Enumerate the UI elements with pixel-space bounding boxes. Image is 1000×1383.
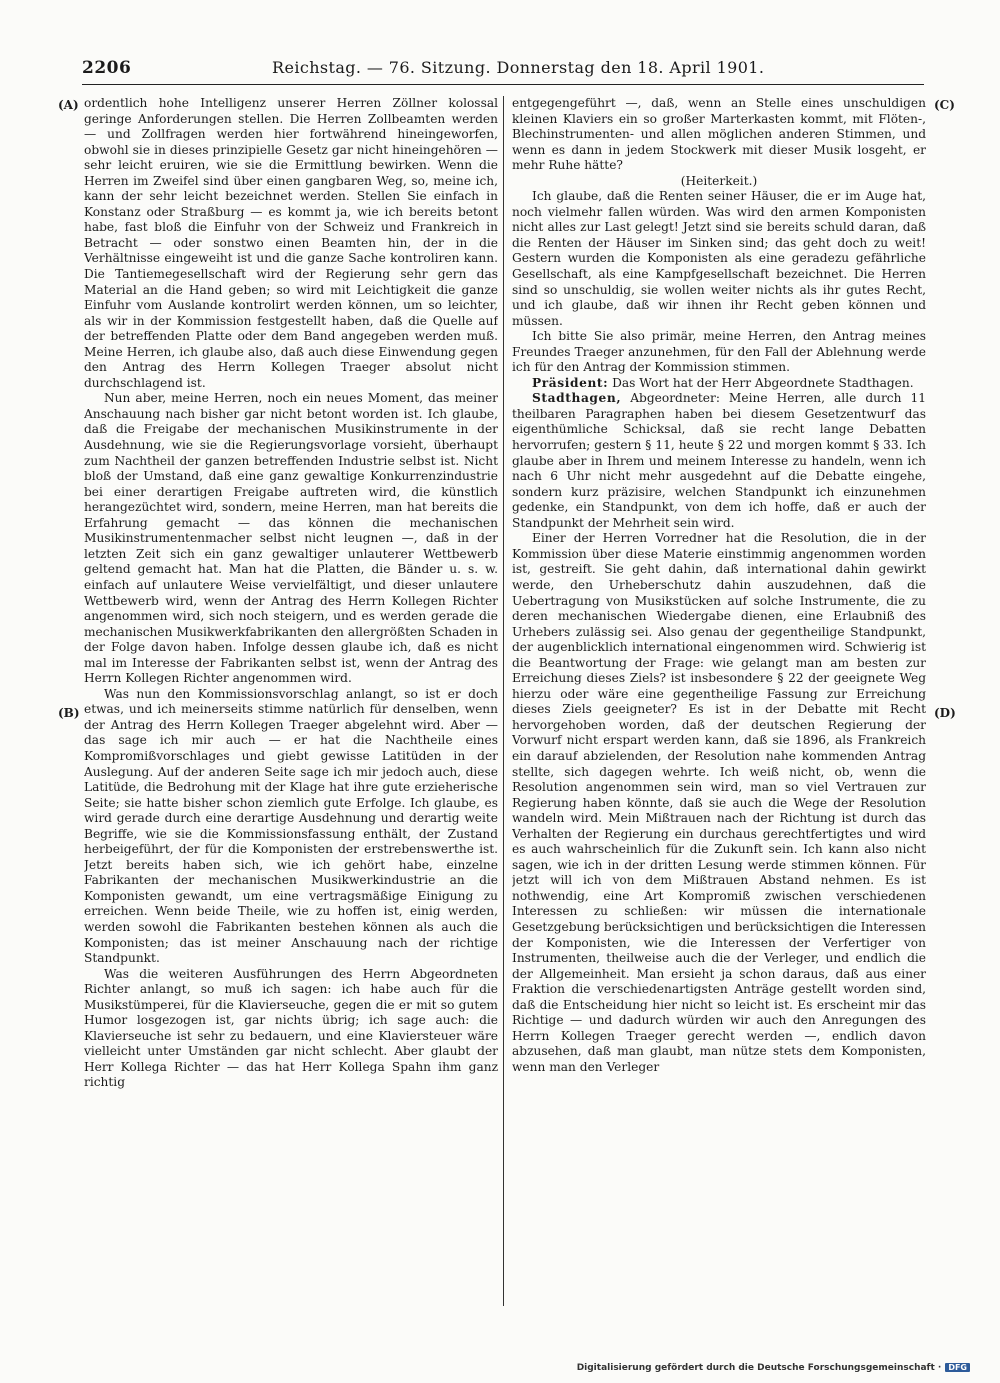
president-text: Das Wort hat der Herr Abgeordnete Stadthagen. (612, 375, 914, 390)
interjection: (Heiterkeit.) (680, 173, 758, 188)
margin-marker-b: (B) (58, 706, 80, 720)
column-divider (503, 96, 504, 1306)
paragraph: Was nun den Kommissionsvorschlag anlangt, so ist er doch etwas, und ich meinerseits stimme natürlich für denselben, wenn der Antrag des Herrn Kollegen Traeger abgelehnt wird. Aber — das sage ich mir auch — er hat die Nachtheile eines Kompromißvorschlages und giebt gewisse Latitüden in der Auslegung. Auf der anderen Seite sage ich mir jedoch auch, diese Latitüde, die Bedrohung mit der Klage hat ihre gute erzieherische Seite; sie hatte bisher schon ziemlich gute Erfolge. Ich glaube, es wird gerade durch eine derartige Ausdehnung und derartig weite Begriffe, wie sie die Kommissionsfassung enthält, der Zustand herbeigeführt, der für die Komponisten der erstrebenswerthe ist. Jetzt bereits haben sich, wie ich gehört habe, einzelne Fabrikanten der mechanischen Musikwerkindustrie an die Komponisten gewandt, um eine vertragsmäßige Einigung zu erreichen. Wenn beide Theile, wie zu hoffen ist, einig werden, werden sowohl die Fabrikanten bestehen können als auch die Komponisten; das ist meiner Anschauung nach der richtige Standpunkt. (84, 686, 498, 966)
paragraph: Ich bitte Sie also primär, meine Herren, den Antrag meines Freundes Traeger anzunehmen, für den Fall der Ablehnung werde ich für den Antrag der Kommission stimmen. (512, 329, 926, 375)
speaker-text: Abgeordneter: Meine Herren, alle durch 11 theilbaren Paragraphen haben bei diesem Gesetzentwurf das eigenthümliche Schicksal, daß sie recht lange Debatten hervorrufen; gestern § 11, heute § 22 und morgen kommt § 33. Ich glaube aber in Ihrem und meinem Interesse zu handeln, wenn ich nach 6 Uhr nicht mehr ausgedehnt auf die Debatte eingehe, sondern kurz präzisire, welchen Standpunkt ich einzunehmen gedenke, ein Standpunkt, von dem ich hoffe, daß er auch der Standpunkt der Mehrheit sein wird. (512, 391, 926, 530)
margin-marker-a: (A) (58, 98, 79, 112)
page-number: 2206 (82, 58, 132, 78)
page-header (82, 58, 924, 85)
speaker-statement (512, 391, 926, 531)
dfg-logo: DFG (945, 1363, 970, 1372)
paragraph: Was die weiteren Ausführungen des Herrn Abgeordneten Richter anlangt, so muß ich sagen: ich habe auch für die Musikstümperei, für die Klavierseuche, gegen die er mit so gutem Humor losgezogen ist, gar nichts übrig; ich sage auch: die Klavierseuche ist sehr zu bedauern, und eine Klaviersteuer wäre vielleicht unter Umständen gar nicht schlecht. Aber glaubt der Herr Kollega Richter — das hat Herr Kollega Spahn ihm ganz richtig (84, 966, 498, 1090)
right-column (512, 96, 926, 1306)
speaker-label-president: Präsident: (532, 375, 609, 390)
paragraph: Nun aber, meine Herren, noch ein neues Moment, das meiner Anschauung nach bisher gar nicht betont worden ist. Ich glaube, daß die Freigabe der mechanischen Musikinstrumente in der Ausdehnung, wie sie die Regierungsvorlage vorsieht, überhaupt zum Nachtheil der ganzen betreffenden Industrie selbst ist. Nicht bloß der Umstand, daß eine ganz gewaltige Konkurrenzindustrie bei einer derartigen Freigabe auftreten wird, die künstlich herangezüchtet wird, sondern, meine Herren, man hat bereits die Erfahrung gemacht — das können die mechanischen Musikinstrumentenmacher selbst nicht leugnen —, daß in der letzten Zeit sich ein ganz gewaltiger unlauterer Wettbewerb geltend gemacht hat. Man hat die Platten, die Bänder u. s. w. einfach auf unlautere Weise vervielfältigt, und dieser unlautere Wettbewerb wird, wenn der Antrag des Herrn Kollegen Richter angenommen wird, sich noch steigern, und es werden gerade die mechanischen Musikwerkfabrikanten den allergrößten Schaden in der Folge davon haben. Infolge dessen glaube ich, daß es nicht mal im Interesse der Fabrikanten selbst ist, wenn der Antrag des Herrn Kollegen Richter angenommen wird. (84, 391, 498, 686)
paragraph: entgegengeführt —, daß, wenn an Stelle eines unschuldigen kleinen Klaviers ein so großer Marterkasten kommt, mit Flöten-, Blechinstrumenten- und allen möglichen anderen Stimmen, und wenn es dann in jedem Stockwerk mit dieser Musik losgeht, er mehr Ruhe hätte? (512, 96, 926, 173)
left-column (84, 96, 498, 1306)
paragraph: ordentlich hohe Intelligenz unserer Herren Zöllner kolossal geringe Anforderungen stellen. Die Herren Zollbeamten werden — und Zollfragen werden hier fortwährend hineingeworfen, obwohl sie in dieses prinzipielle Gesetz gar nicht hineingehören — sehr leicht eruiren, wie sie die Ermittlung bewirken. Wenn die Herren im Zweifel sind über einen gangbaren Weg, so, meine ich, kann der sehr leicht bezeichnet werden. Stellen Sie einfach in Konstanz oder Straßburg — es kommt ja, wie ich bereits betont habe, fast bloß die Einfuhr von der Schweiz und Frankreich in Betracht — oder sonstwo einen Beamten hin, der in die Verhältnisse eingeweiht ist und die ganze Sache kontroliren kann. Die Tantiemegesellschaft wird der Regierung sehr gern das Material an die Hand geben; so wird mit Leichtigkeit die ganze Einfuhr vom Auslande kontrolirt werden können, um so leichter, als wir in der Kommission festgestellt haben, daß die Quelle auf der betreffenden Platte oder dem Band angegeben werden muß. Meine Herren, ich glaube also, daß auch diese Einwendung gegen den Antrag des Herrn Kollegen Traeger absolut nicht durchschlagend ist. (84, 96, 498, 390)
margin-marker-c: (C) (934, 98, 955, 112)
speaker-label-stadthagen: Stadthagen, (532, 391, 622, 406)
paragraph: Ich glaube, daß die Renten seiner Häuser, die er im Auge hat, noch vielmehr fallen würden. Was wird den armen Komponisten nicht alles zur Last gelegt! Jetzt sind sie bereits schuld daran, daß die Renten der Häuser im Sinken sind; das geht doch zu weit! Gestern wurden die Komponisten als eine geradezu gefährliche Gesellschaft, als eine Kampfgesellschaft bezeichnet. Die Herren sind so unschuldig, sie wollen weiter nichts als ihr gutes Recht, und ich glaube, daß wir ihnen ihr Recht geben können und müssen. (512, 189, 926, 328)
footer-text: Digitalisierung gefördert durch die Deutsche Forschungsgemeinschaft · (576, 1363, 942, 1373)
footer-credit (577, 1363, 970, 1373)
running-head: Reichstag. — 76. Sitzung. Donnerstag den 18. April 1901. (272, 58, 765, 77)
president-statement (512, 376, 926, 392)
paragraph: Einer der Herren Vorredner hat die Resolution, die in der Kommission über diese Materie einstimmig angenommen worden ist, gestreift. Sie geht dahin, daß international dahin gewirkt werde, den Urheberschutz dahin auszudehnen, daß die Uebertragung von Musikstücken auf solche Instrumente, die zu deren mechanischen Wiedergabe dienen, eine Erlaubniß des Urhebers zulässig sei. Also genau der gegentheilige Standpunkt, der augenblicklich international eingenommen wird. Schwierig ist die Beantwortung der Frage: wie gelangt man am besten zur Erreichung dieses Ziels? ist insbesondere § 22 der geeignete Weg hierzu oder wäre eine gegentheilige Fassung zur Erreichung dieses Ziels geeigneter? Es ist in der Debatte mit Recht hervorgehoben worden, daß der deutschen Regierung der Vorwurf nicht erspart werden kann, daß sie 1896, als Frankreich ein darauf abzielenden, der Resolution nahe kommenden Antrag stellte, sich dagegen wehrte. Ich weiß nicht, ob, wenn die Resolution angenommen sein wird, man so viel Vertrauen zur Regierung haben könnte, daß sie auch die Wege der Resolution wandeln wird. Mein Mißtrauen nach der Richtung ist durch das Verhalten der Regierung ein durchaus gerechtfertigtes und wird es auch wahrscheinlich für die Zukunft sein. Ich kann also nicht sagen, wie ich in der dritten Lesung werde stimmen können. Für jetzt will ich von dem Mißtrauen Abstand nehmen. Es ist nothwendig, eine Art Kompromiß zwischen verschiedenen Interessen zu schließen: wir müssen die internationale Gesetzgebung berücksichtigen und berücksichtigen die Interessen der Komponisten, wie die Interessen der Verfertiger von Instrumenten, theilweise auch die der Verleger, und endlich die der Allgemeinheit. Man ersieht ja schon daraus, daß aus einer Fraktion die verschiedenartigsten Anträge gestellt worden sind, daß die Entscheidung hier nicht so leicht ist. Es erscheint mir das Richtige — und dadurch würden wir auch den Anregungen des Herrn Kollegen Traeger gerecht werden —, endlich davon abzusehen, daß man glaubt, man nütze stets dem Komponisten, wenn man den Verleger (512, 531, 926, 1074)
margin-marker-d: (D) (934, 706, 956, 720)
